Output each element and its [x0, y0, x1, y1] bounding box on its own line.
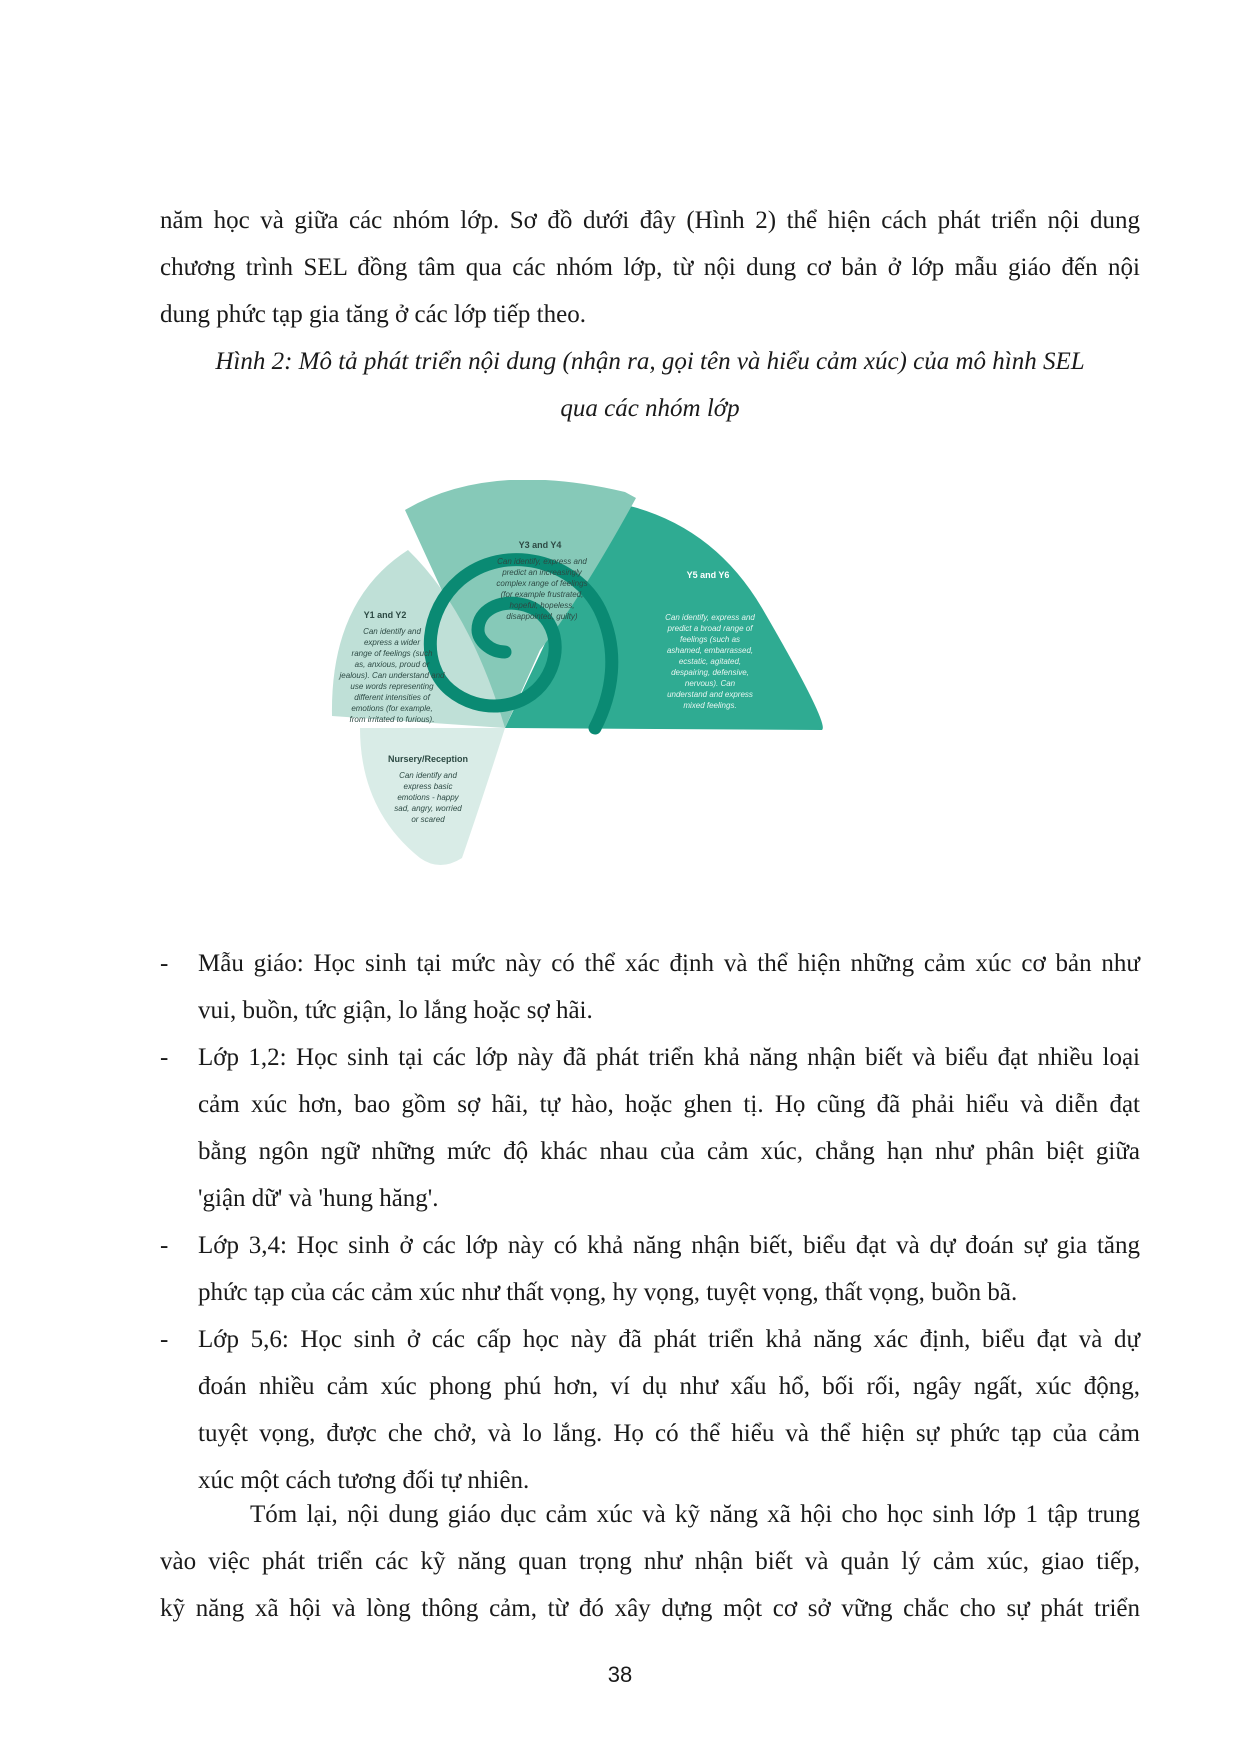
- sel-spiral-diagram: [330, 480, 850, 880]
- text-line: năm học và giữa các nhóm lớp. Sơ đồ dưới đây (Hình 2) thể hiện cách phát triển nội dung: [160, 207, 1140, 234]
- segment-desc-line: understand and express: [667, 690, 753, 699]
- segment-desc-line: complex range of feelings: [496, 579, 588, 588]
- segment-desc-line: ashamed, embarrassed,: [666, 646, 754, 655]
- list-dash: -: [160, 1044, 169, 1071]
- segment-desc-line: disappointed, guilty): [506, 612, 578, 621]
- text-line: tuyệt vọng, được che chở, và lo lắng. Họ có thể hiểu và thể hiện sự phức tạp của cảm: [198, 1420, 1140, 1447]
- segment-desc-line: different intensities of: [354, 693, 430, 702]
- list-dash: -: [160, 950, 169, 977]
- list-item-grade-1-2: [160, 1034, 1140, 1222]
- segment-title-y1y2: Y1 and Y2: [363, 610, 407, 620]
- segment-desc-line: despairing, defensive,: [671, 668, 749, 677]
- conclusion-paragraph: [160, 1491, 1140, 1632]
- segment-desc-line: (for example frustrated,: [500, 590, 584, 599]
- segment-desc-line: mixed feelings.: [683, 701, 737, 710]
- segment-desc-line: Can identify, express and: [665, 613, 755, 622]
- caption-line: qua các nhóm lớp: [560, 395, 740, 422]
- list-item-grade-3-4: [160, 1222, 1140, 1316]
- segment-desc-line: sad, angry, worried: [394, 804, 462, 813]
- list-item-grade-5-6: [160, 1316, 1140, 1504]
- text-line: Tóm lại, nội dung giáo dục cảm xúc và kỹ năng xã hội cho học sinh lớp 1 tập trung: [250, 1501, 1140, 1528]
- list-item-nursery: [160, 940, 1140, 1034]
- segment-desc-line: use words representing: [350, 682, 434, 691]
- list-dash: -: [160, 1232, 169, 1259]
- text-line: kỹ năng xã hội và lòng thông cảm, từ đó xây dựng một cơ sở vững chắc cho sự phát triển: [160, 1595, 1140, 1622]
- segment-desc-line: emotions - happy: [397, 793, 459, 802]
- caption-line: Hình 2: Mô tả phát triển nội dung (nhận ra, gọi tên và hiểu cảm xúc) của mô hình SEL: [215, 348, 1085, 375]
- text-line: Lớp 1,2: Học sinh tại các lớp này đã phát triển khả năng nhận biết và biểu đạt nhiều loại: [198, 1044, 1140, 1071]
- text-line: cảm xúc hơn, bao gồm sợ hãi, tự hào, hoặc ghen tị. Họ cũng đã phải hiểu và diễn đạt: [198, 1091, 1140, 1118]
- text-line: phức tạp của các cảm xúc như thất vọng, hy vọng, tuyệt vọng, thất vọng, buồn bã.: [198, 1279, 1018, 1306]
- segment-desc-line: nervous). Can: [684, 679, 736, 688]
- segment-title-nursery: Nursery/Reception: [387, 754, 469, 764]
- text-line: Lớp 3,4: Học sinh ở các lớp này có khả năng nhận biết, biểu đạt và dự đoán sự gia tăng: [198, 1232, 1140, 1259]
- segment-desc-line: express basic: [403, 782, 453, 791]
- figure-caption: [160, 338, 1140, 432]
- segment-desc-line: Can identify, express and: [497, 557, 587, 566]
- text-line: Lớp 5,6: Học sinh ở các cấp học này đã phát triển khả năng xác định, biểu đạt và dự: [198, 1326, 1140, 1353]
- sel-spiral-figure: [330, 480, 850, 880]
- segment-desc-line: Can identify and: [363, 627, 421, 636]
- text-line: Mẫu giáo: Học sinh tại mức này có thể xác định và thể hiện những cảm xúc cơ bản như: [198, 950, 1140, 977]
- segment-desc-line: predict an increasingly: [502, 568, 582, 577]
- text-line: bằng ngôn ngữ những mức độ khác nhau của cảm xúc, chẳng hạn như phân biệt giữa: [198, 1138, 1140, 1165]
- segment-desc-line: ecstatic, agitated,: [678, 657, 742, 666]
- segment-desc-line: from irritated to furious).: [349, 715, 435, 724]
- text-line: 'giận dữ' và 'hung hăng'.: [198, 1185, 439, 1212]
- segment-desc-line: express a wider: [363, 638, 421, 647]
- segment-desc-line: emotions (for example,: [351, 704, 433, 713]
- text-line: dung phức tạp gia tăng ở các lớp tiếp theo.: [160, 301, 586, 328]
- grade-level-list: [160, 940, 1140, 1504]
- segment-desc-line: hopeful, hopeless,: [509, 601, 575, 610]
- list-dash: -: [160, 1326, 169, 1353]
- segment-desc-line: jealous). Can understand and: [339, 671, 445, 680]
- segment-desc-line: range of feelings (such: [351, 649, 433, 658]
- segment-desc-line: or scared: [411, 815, 445, 824]
- text-line: vào việc phát triển các kỹ năng quan trọng như nhận biết và quản lý cảm xúc, giao tiếp,: [160, 1548, 1140, 1575]
- segment-desc-line: feelings (such as: [679, 635, 741, 644]
- segment-title-y5y6: Y5 and Y6: [686, 570, 730, 580]
- text-line: xúc một cách tương đối tự nhiên.: [198, 1467, 530, 1494]
- text-line: chương trình SEL đồng tâm qua các nhóm lớp, từ nội dung cơ bản ở lớp mẫu giáo đến nội: [160, 254, 1140, 281]
- text-line: đoán nhiều cảm xúc phong phú hơn, ví dụ như xấu hổ, bối rối, ngây ngất, xúc động,: [198, 1373, 1140, 1400]
- page-number: 38: [607, 1662, 633, 1687]
- segment-title-y3y4: Y3 and Y4: [518, 540, 562, 550]
- text-line: vui, buồn, tức giận, lo lắng hoặc sợ hãi.: [198, 997, 593, 1024]
- intro-paragraph: [160, 197, 1140, 338]
- segment-desc-line: Can identify and: [399, 771, 457, 780]
- segment-desc-line: predict a broad range of: [667, 624, 753, 633]
- segment-desc-line: as, anxious, proud or: [354, 660, 430, 669]
